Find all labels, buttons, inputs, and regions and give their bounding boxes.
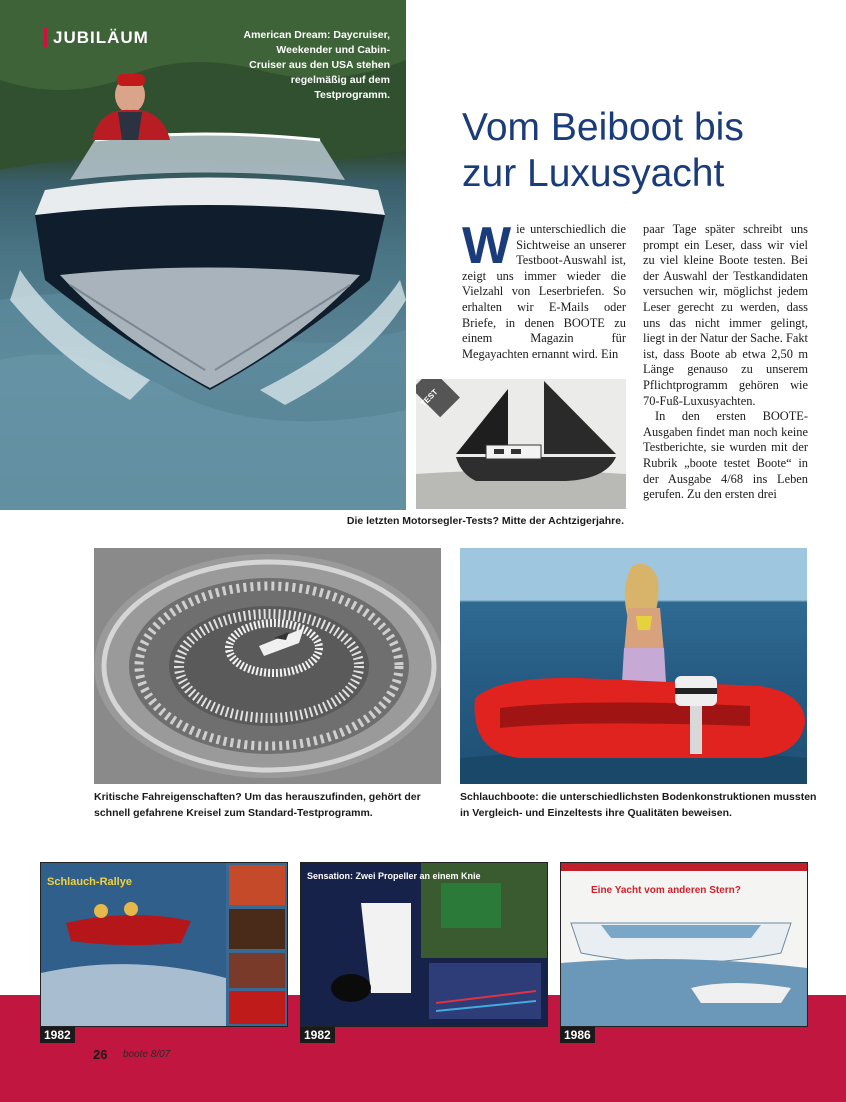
thumbnail-3-headline: Eine Yacht vom anderen Stern? bbox=[591, 885, 741, 896]
body-paragraph-3: In den ersten BOOTE-Ausgaben findet man noch keine Testberichte, sie wurden mit der Rubrik „boote testet Boote“ in der Ausgabe 4/68 ins Leben gerufen. Zu den ersten drei bbox=[643, 409, 808, 502]
headline-line-2: zur Luxusyacht bbox=[462, 152, 725, 195]
body-column-1 bbox=[462, 217, 626, 362]
year-label-3: 1986 bbox=[560, 1027, 595, 1043]
body-paragraph-1: ie unterschiedlich die Sichtweise an unserer Testboot-Auswahl ist, zeigt uns immer wieder die Vielzahl von Leserbriefen. So erhalten wir E-Mails oder Briefe, in denen BOOTE zu einem Magazin für Megayachten ernannt wird. Ein bbox=[462, 222, 626, 361]
section-label: JUBILÄUM bbox=[44, 28, 149, 47]
motorsailer-caption: Die letzten Motorsegler-Tests? Mitte der Achtzigerjahre. bbox=[346, 515, 624, 527]
drop-cap: W bbox=[462, 217, 512, 275]
headline-line-1: Vom Beiboot bis bbox=[462, 106, 744, 149]
spin-test-caption: Kritische Fahreigenschaften? Um das herauszufinden, gehört der schnell gefahrene Kreisel zum Standard-Testprogramm. bbox=[94, 791, 421, 819]
dinghy-caption: Schlauchboote: die unterschiedlichsten Bodenkonstruktionen mussten in Vergleich- und Einzeltests ihre Qualitäten beweisen. bbox=[460, 791, 817, 819]
year-label-2: 1982 bbox=[300, 1027, 335, 1043]
spin-test-photo bbox=[94, 548, 441, 784]
motorsailer-photo bbox=[416, 379, 626, 509]
test-badge: TEST bbox=[418, 387, 440, 409]
year-label-1: 1982 bbox=[40, 1027, 75, 1043]
page-number: 26 bbox=[93, 1047, 108, 1062]
body-paragraph-2: paar Tage später schreibt uns prompt ein Leser, dass wir viel zu viel kleine Boote testen. Bei der Auswahl der Testkandidaten versuchen wir, möglichst jedem Leser gerecht zu werden, dass uns das nicht immer gelingt, liegt in der Natur der Sache. Fakt ist, dass Boote ab etwa 2,50 m Länge genauso zu unserem Pflichtprogramm gehören wie 70-Fuß-Luxusyachten. bbox=[643, 222, 808, 408]
magazine-thumbnail-1982-b bbox=[300, 862, 548, 1027]
body-column-2 bbox=[643, 222, 808, 503]
thumbnail-1-headline: Schlauch-Rallye bbox=[47, 876, 132, 888]
hero-caption: American Dream: Daycruiser, Weekender und Cabin-Cruiser aus den USA stehen regelmäßig auf dem Testprogramm. bbox=[243, 29, 390, 101]
magazine-thumbnail-1986 bbox=[560, 862, 808, 1027]
magazine-thumbnail-1982-a bbox=[40, 862, 288, 1027]
dinghy-photo bbox=[460, 548, 807, 784]
article-headline bbox=[462, 105, 822, 197]
issue-label: boote 8/07 bbox=[123, 1049, 171, 1060]
thumbnail-2-headline: Sensation: Zwei Propeller an einem Knie bbox=[307, 871, 481, 881]
